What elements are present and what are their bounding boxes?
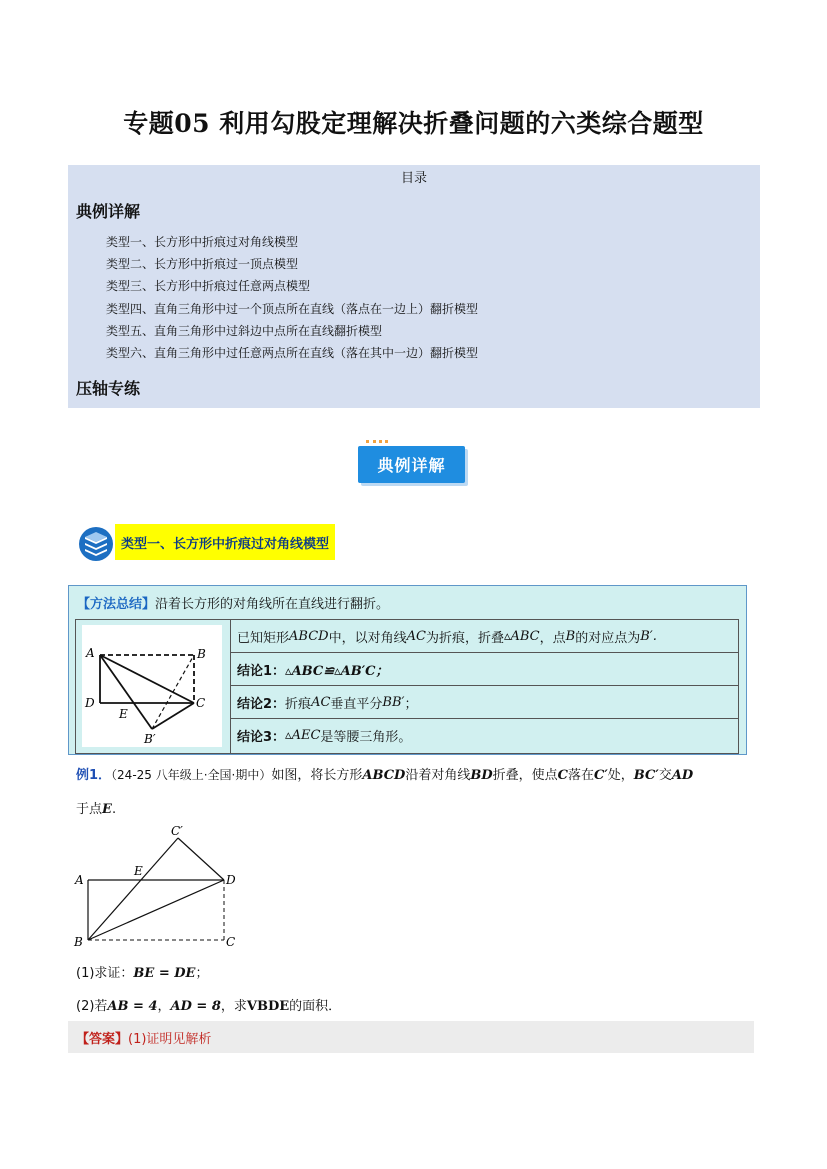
point-name: B bbox=[565, 628, 576, 644]
question-2 bbox=[76, 995, 341, 1014]
toc-list bbox=[106, 231, 478, 364]
label-d: D bbox=[226, 873, 236, 887]
badge-box bbox=[358, 446, 465, 483]
math-ad: AD bbox=[671, 768, 694, 783]
example-source: （24-25 八年级上·全国·期中） bbox=[111, 768, 272, 782]
conclusion-2-text: 垂直平分 bbox=[330, 696, 383, 712]
example-text: 落在 bbox=[567, 768, 594, 783]
label-c-prime: C′ bbox=[171, 824, 183, 838]
example-text: 沿着对角线 bbox=[405, 768, 471, 783]
method-text: 沿着长方形的对角线所在直线进行翻折。 bbox=[155, 597, 390, 612]
conclusion-2-text: ； bbox=[404, 696, 418, 712]
given-text: 的对应点为 bbox=[575, 630, 641, 646]
label-a: A bbox=[86, 646, 95, 660]
given-text: 中，以对角线 bbox=[328, 630, 407, 646]
question-text: ； bbox=[195, 966, 209, 981]
diag-name: AC bbox=[406, 628, 426, 644]
given-row bbox=[231, 620, 738, 653]
crease-name: AC bbox=[311, 694, 331, 710]
question-text: (1)求证： bbox=[76, 966, 134, 981]
label-c: C bbox=[226, 935, 236, 949]
figure-1 bbox=[82, 625, 222, 747]
question-1 bbox=[76, 962, 208, 981]
conclusion-3-text: 是等腰三角形。 bbox=[320, 730, 412, 745]
method-bracket: 【方法总结】 bbox=[77, 597, 156, 612]
example-text: 交 bbox=[658, 768, 672, 783]
conclusion-1-text: ▵ABC≌▵AB′C； bbox=[285, 663, 389, 679]
example-text: 于点 bbox=[76, 802, 103, 817]
answer-box bbox=[68, 1021, 754, 1053]
toc-item[interactable]: 类型六、直角三角形中过任意两点所在直线（落在其中一边）翻折模型 bbox=[106, 345, 479, 360]
fold-rectangle-diagram bbox=[82, 625, 222, 747]
label-b: B bbox=[197, 647, 206, 661]
page-title: 专题05 利用勾股定理解决折叠问题的六类综合题型 bbox=[123, 109, 704, 138]
label-a: A bbox=[75, 873, 84, 887]
example-line-2 bbox=[76, 798, 116, 817]
method-rows bbox=[231, 620, 738, 753]
question-math: AB = 4 bbox=[107, 999, 158, 1014]
figure-2 bbox=[72, 822, 242, 952]
figure-cell bbox=[76, 620, 231, 753]
math-abcd: ABCD bbox=[362, 768, 406, 783]
tri-name: ▵ABC bbox=[503, 628, 540, 644]
toc-section-examples[interactable]: 典例详解 bbox=[76, 202, 141, 221]
conclusion-2-label: 结论2： bbox=[237, 696, 286, 712]
segment-name: BB′ bbox=[382, 694, 405, 710]
example-text: 处， bbox=[607, 768, 634, 783]
label-b-prime: B′ bbox=[144, 732, 156, 746]
type-label: 类型一、长方形中折痕过对角线模型 bbox=[115, 524, 335, 560]
question-text: 的面积． bbox=[289, 999, 342, 1014]
triangle-name: ▵AEC bbox=[285, 728, 321, 743]
label-e: E bbox=[134, 864, 143, 878]
conclusion-2-text: 折痕 bbox=[285, 696, 312, 712]
question-text: (2)若 bbox=[76, 999, 108, 1014]
math-c: C bbox=[557, 768, 568, 783]
method-summary-box bbox=[68, 585, 747, 755]
toc-item[interactable]: 类型一、长方形中折痕过对角线模型 bbox=[106, 235, 299, 249]
example-number: 例1． bbox=[76, 768, 112, 783]
toc-heading: 目录 bbox=[400, 171, 427, 186]
math-bd: BD bbox=[470, 768, 493, 783]
example-text: . bbox=[111, 802, 117, 817]
question-math: VBDE bbox=[246, 999, 290, 1014]
question-text: ，求 bbox=[220, 999, 247, 1014]
conclusion-2-row bbox=[231, 686, 738, 719]
given-text: 已知矩形 bbox=[237, 630, 290, 646]
toc-section-practice[interactable]: 压轴专练 bbox=[76, 379, 141, 398]
example-text: 如图，将长方形 bbox=[271, 768, 363, 783]
question-math: BE = DE bbox=[133, 966, 196, 981]
math-e: E bbox=[102, 802, 112, 817]
answer-label: 【答案】 bbox=[76, 1031, 129, 1047]
given-text: ，点 bbox=[539, 630, 566, 646]
question-math: AD = 8 bbox=[170, 999, 221, 1014]
given-text: 为折痕，折叠 bbox=[425, 630, 504, 646]
toc-item[interactable]: 类型四、直角三角形中过一个顶点所在直线（落点在一边上）翻折模型 bbox=[106, 301, 479, 316]
label-b: B bbox=[74, 935, 83, 949]
method-heading bbox=[77, 593, 389, 612]
badge-label: 典例详解 bbox=[377, 456, 446, 475]
toc-item[interactable]: 类型三、长方形中折痕过任意两点模型 bbox=[106, 279, 311, 294]
point-name: B′. bbox=[640, 628, 657, 644]
math-c-prime: C′ bbox=[594, 768, 608, 783]
example-text: 折叠，使点 bbox=[492, 768, 558, 783]
conclusion-3-label: 结论3： bbox=[237, 730, 286, 745]
table-of-contents bbox=[68, 165, 760, 408]
conclusion-1-row bbox=[231, 653, 738, 686]
question-text: ， bbox=[157, 999, 171, 1014]
fold-diagram-example bbox=[72, 822, 242, 952]
toc-item[interactable]: 类型二、长方形中折痕过一顶点模型 bbox=[106, 257, 299, 272]
method-table bbox=[75, 619, 739, 754]
rect-name: ABCD bbox=[289, 628, 329, 644]
label-d: D bbox=[85, 696, 95, 710]
answer-text: (1)证明见解析 bbox=[128, 1031, 212, 1047]
label-c: C bbox=[196, 696, 206, 710]
books-stack-icon bbox=[78, 526, 114, 562]
conclusion-3-row bbox=[231, 719, 738, 752]
label-e: E bbox=[119, 707, 128, 721]
example-line-1 bbox=[76, 764, 693, 783]
math-bc-prime: BC′ bbox=[633, 768, 659, 783]
toc-item[interactable]: 类型五、直角三角形中过斜边中点所在直线翻折模型 bbox=[106, 323, 383, 338]
conclusion-1-label: 结论1： bbox=[237, 663, 286, 679]
